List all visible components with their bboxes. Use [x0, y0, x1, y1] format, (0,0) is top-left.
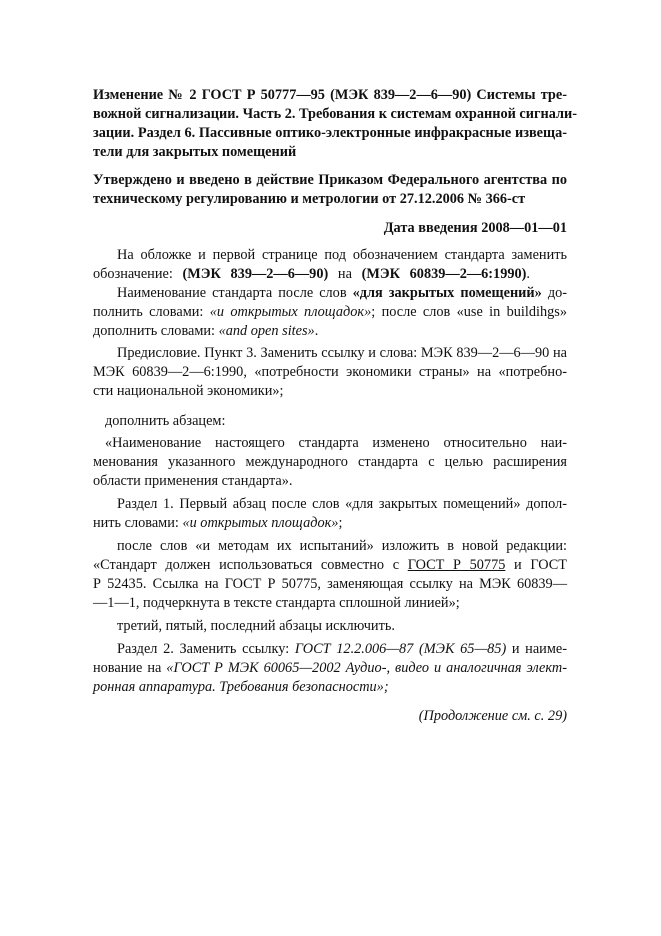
p6-quote-open-areas: «и открытых площадок»	[182, 515, 339, 531]
p5-line-3: области применения стандарта».	[93, 473, 293, 489]
approval-line-2: техническому регулированию и метрологии от 27.12.2006 № 366-ст	[93, 191, 526, 207]
p7-line-1: после слов «и методам их испытаний» изложить в новой редакции:	[117, 538, 567, 554]
p6-line-2	[93, 514, 342, 533]
p1-line-2	[93, 265, 530, 284]
p5-line-1: «Наименование настоящего стандарта изменено относительно наи-	[105, 435, 567, 451]
p7-underlined-ref: ГОСТ Р 50775	[407, 557, 506, 573]
p2-text-f: ; после слов «use in buildihgs»	[371, 304, 568, 320]
p2-quote-open-sites: «and open sites»	[218, 323, 315, 339]
p2-text-a: Наименование стандарта после слов	[117, 285, 353, 301]
p9-line-3: ронная аппаратура. Требования безопасности»;	[93, 679, 389, 695]
p7-text-c: и ГОСТ	[505, 557, 568, 573]
p2-text-i: .	[314, 323, 319, 339]
p2-line-1	[117, 284, 567, 303]
p9-text-c: и наиме-	[506, 641, 567, 657]
p6-text-c: ;	[338, 515, 343, 531]
p2-text-d: полнить словами:	[93, 304, 210, 320]
p7-line-3: Р 52435. Ссылка на ГОСТ Р 50775, заменяющая ссылку на МЭК 60839—	[93, 576, 567, 592]
p1-old-designation: (МЭК 839—2—6—90)	[182, 266, 329, 282]
approval-line-1: Утверждено и введено в действие Приказом Федерального агентства по	[93, 172, 567, 188]
p7-line-4: —1—1, подчеркнута в тексте стандарта сплошной линией»;	[93, 595, 460, 611]
p7-line-2	[93, 556, 567, 575]
p2-text-g: дополнить словами:	[93, 323, 219, 339]
p6-line-1: Раздел 1. Первый абзац после слов «для закрытых помещений» допол-	[117, 496, 567, 512]
p9-text-d: нование на	[93, 660, 167, 676]
p9-line-1	[117, 640, 567, 659]
p9-line-2	[93, 659, 567, 678]
p9-old-ref: ГОСТ 12.2.006—87 (МЭК 65—85)	[294, 641, 507, 657]
p5-line-2: менования указанного международного стандарта с целью расширения	[93, 454, 567, 470]
p2-line-2	[93, 303, 567, 322]
title-line-3: зации. Раздел 6. Пассивные оптико-электронные инфракрасные извеща-	[93, 125, 567, 141]
title-line-4: тели для закрытых помещений	[93, 144, 297, 160]
p3-line-1: Предисловие. Пункт 3. Заменить ссылку и слова: МЭК 839—2—6—90 на	[117, 345, 567, 361]
p1-new-designation: (МЭК 60839—2—6:1990)	[361, 266, 527, 282]
p2-quote-closed: «для закрытых помещений»	[352, 285, 542, 301]
continuation-note: (Продолжение см. с. 29)	[418, 708, 567, 724]
p8-line: третий, пятый, последний абзацы исключить.	[117, 618, 395, 634]
p4-line: дополнить абзацем:	[105, 413, 226, 429]
title-line-1: Изменение № 2 ГОСТ Р 50777—95 (МЭК 839—2—6—90) Системы тре-	[93, 87, 567, 103]
p6-text-a: нить словами:	[93, 515, 183, 531]
p7-text-a: «Стандарт должен использоваться совместно с	[93, 557, 408, 573]
p2-line-3	[93, 322, 318, 341]
effective-date: Дата введения 2008—01—01	[383, 220, 567, 236]
p2-text-c: до-	[541, 285, 568, 301]
p9-text-a: Раздел 2. Заменить ссылку:	[117, 641, 295, 657]
p2-quote-open-areas: «и открытых площадок»	[209, 304, 372, 320]
p3-line-2: МЭК 60839—2—6:1990, «потребности экономики страны» на «потребно-	[93, 364, 567, 380]
p1-line-1: На обложке и первой странице под обозначением стандарта заменить	[117, 247, 567, 263]
p3-line-3: сти национальной экономики»;	[93, 383, 284, 399]
title-line-2: вожной сигнализации. Часть 2. Требования к системам охранной сигнали-	[93, 106, 578, 122]
p9-new-ref: «ГОСТ Р МЭК 60065—2002 Аудио-, видео и аналогичная элект-	[166, 660, 567, 676]
p1-text-a: обозначение:	[93, 266, 183, 282]
p1-text-e: .	[526, 266, 530, 282]
p1-text-c: на	[328, 266, 362, 282]
